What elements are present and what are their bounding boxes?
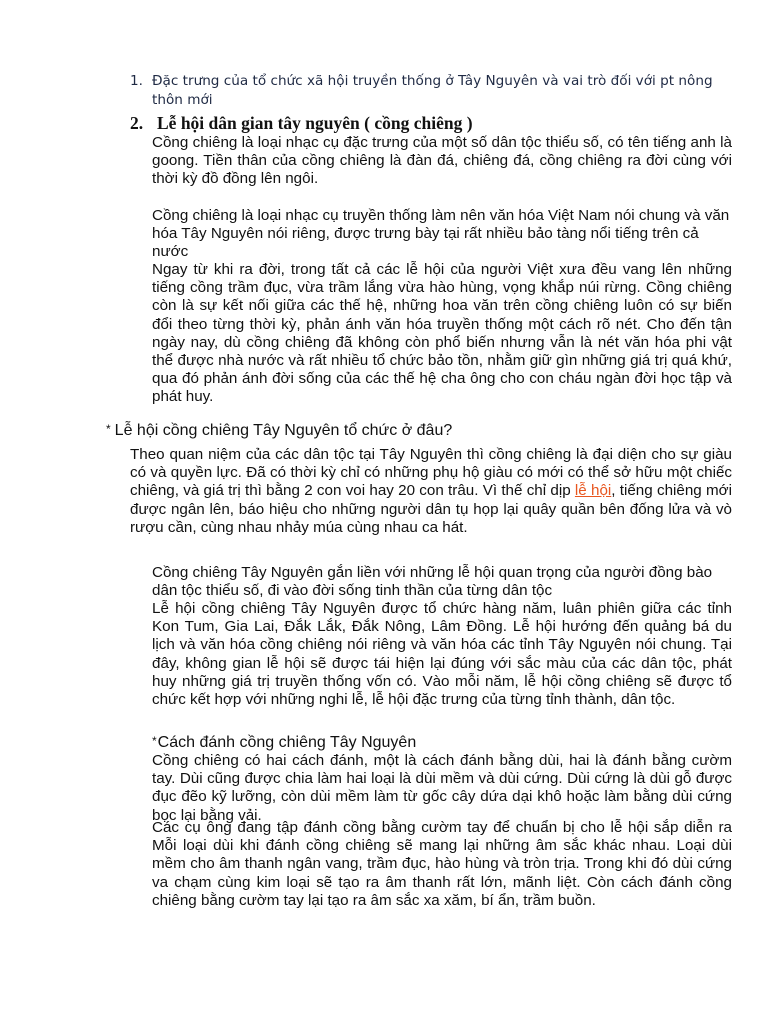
list-number-1: 1. — [130, 73, 143, 89]
bullet-asterisk-2: * — [152, 734, 157, 748]
paragraph-wealth-end: , tiếng chiêng mới được ngân lên, báo hiệu cho những người dân tụ họp lại quây quần bên đống lửa và vò rượu cần, cùng nhau nhảy múa cùng nhau ca hát. — [130, 482, 732, 536]
bullet-asterisk: * — [106, 422, 111, 436]
list-item-2 — [130, 112, 740, 134]
list-text-1: Đặc trưng của tổ chức xã hội truyền thống ở Tây Nguyên và vai trò đối với pt nông thôn mới — [152, 73, 713, 108]
heading-where-held — [106, 419, 736, 441]
heading-how-to-play — [152, 731, 732, 753]
paragraph-intro: Cồng chiêng là loại nhạc cụ đặc trưng của một số dân tộc thiểu số, có tên tiếng anh là goong. Tiền thân của cồng chiêng là đàn đá, chiêng đá, cồng chiêng ra đời cùng với thời kỳ đồ đồng lên ngôi. — [152, 134, 732, 188]
paragraph-spiritual: Cồng chiêng Tây Nguyên gắn liền với những lễ hội quan trọng của người đồng bào dân tộc thiểu số, đi vào đời sống tinh thần của từng dân tộc — [152, 564, 713, 600]
paragraph-festival: Lễ hội cồng chiêng Tây Nguyên được tổ chức hàng năm, luân phiên giữa các tỉnh Kon Tum, Gia Lai, Đắk Lắk, Đắk Nông, Lâm Đồng. Lễ hội hướng đến quảng bá du lịch và văn hóa cồng chiêng nói riêng và văn hóa các tỉnh Tây Nguyên nói chung. Tại đây, không gian lễ hội sẽ được tái hiện lại đúng với sắc màu của các dân tộc, phát huy những giá trị truyền thống vốn có. Vào mỗi năm, lễ hội cồng chiêng sẽ được tổ chức kết hợp với những nghi lễ, lễ hội đặc trưng của từng tỉnh thành, dân tộc. — [152, 600, 732, 709]
paragraph-wealth — [130, 446, 732, 537]
heading-how-to-play-text: Cách đánh cồng chiêng Tây Nguyên — [157, 734, 417, 751]
paragraph-culture: Cồng chiêng là loại nhạc cụ truyền thống làm nên văn hóa Việt Nam nói chung và văn hóa Tây Nguyên nói riêng, được trưng bày tại rất nhiều bảo tàng nổi tiếng trên cả nước — [152, 207, 730, 261]
section-heading-gong-festival: Lễ hội dân gian tây nguyên ( cồng chiêng ) — [157, 113, 473, 133]
paragraph-methods: Cồng chiêng có hai cách đánh, một là cách đánh bằng dùi, hai là đánh bằng cườm tay. Dùi cũng được chia làm hai loại là dùi mềm và dùi cứng. Dùi cứng là dùi gỗ được đục đẽo kỹ lưỡng, còn dùi mềm làm từ gốc cây dứa dại khô hoặc làm bằng dùi cứng bọc lại bằng vải. — [152, 752, 732, 824]
heading-where-held-text: Lễ hội cồng chiêng Tây Nguyên tổ chức ở đâu? — [114, 422, 453, 439]
festival-link[interactable]: lễ hội — [574, 482, 612, 500]
list-number-2: 2. — [130, 113, 144, 133]
paragraph-sound: Các cụ ông đang tập đánh cồng bằng cườm tay để chuẩn bị cho lễ hội sắp diễn ra Mỗi loại dùi khi đánh cồng chiêng sẽ mang lại những âm sắc khác nhau. Loại dùi mềm cho âm thanh ngân vang, trầm đục, hào hùng và tròn trịa. Trong khi đó dùi cứng va chạm cùng kim loại sẽ tạo ra âm thanh rất lớn, mãnh liệt. Còn cách đánh cồng chiêng bằng cườm tay lại tạo ra âm sắc xa xăm, bí ẩn, trầm buồn. — [152, 819, 732, 909]
paragraph-history: Ngay từ khi ra đời, trong tất cả các lễ hội của người Việt xưa đều vang lên những tiếng cồng trầm đục, vừa trầm lắng vừa hào hùng, vọng khắp núi rừng. Cồng chiêng còn là sự kết nối giữa các thế hệ, những hoa văn trên cồng chiêng luôn có sự biến đổi theo từng thời kỳ, phản ánh văn hóa truyền thống một cách rõ nét. Cho đến tận ngày nay, dù cồng chiêng đã không còn phổ biến nhưng vẫn là nét văn hóa phi vật thể được nhà nước và rất nhiều tổ chức bảo tồn, nhằm giữ gìn những giá trị quá khứ, qua đó phản ánh đời sống của các thế hệ cha ông cho con cháu ngàn đời học tập và phát huy. — [152, 261, 732, 406]
list-item-1 — [130, 72, 740, 110]
paragraph-wealth-start: Theo quan niệm của các dân tộc tại Tây Nguyên thì cồng chiêng là đại diện cho sự giàu có và quyền lực. Đã có thời kỳ chỉ có những phụ hộ giàu có mới có thể sở hữu một chiếc chiêng, và giá trị thì bằng 2 con voi hay 20 con trâu. Vì thế chỉ dịp — [130, 446, 732, 500]
